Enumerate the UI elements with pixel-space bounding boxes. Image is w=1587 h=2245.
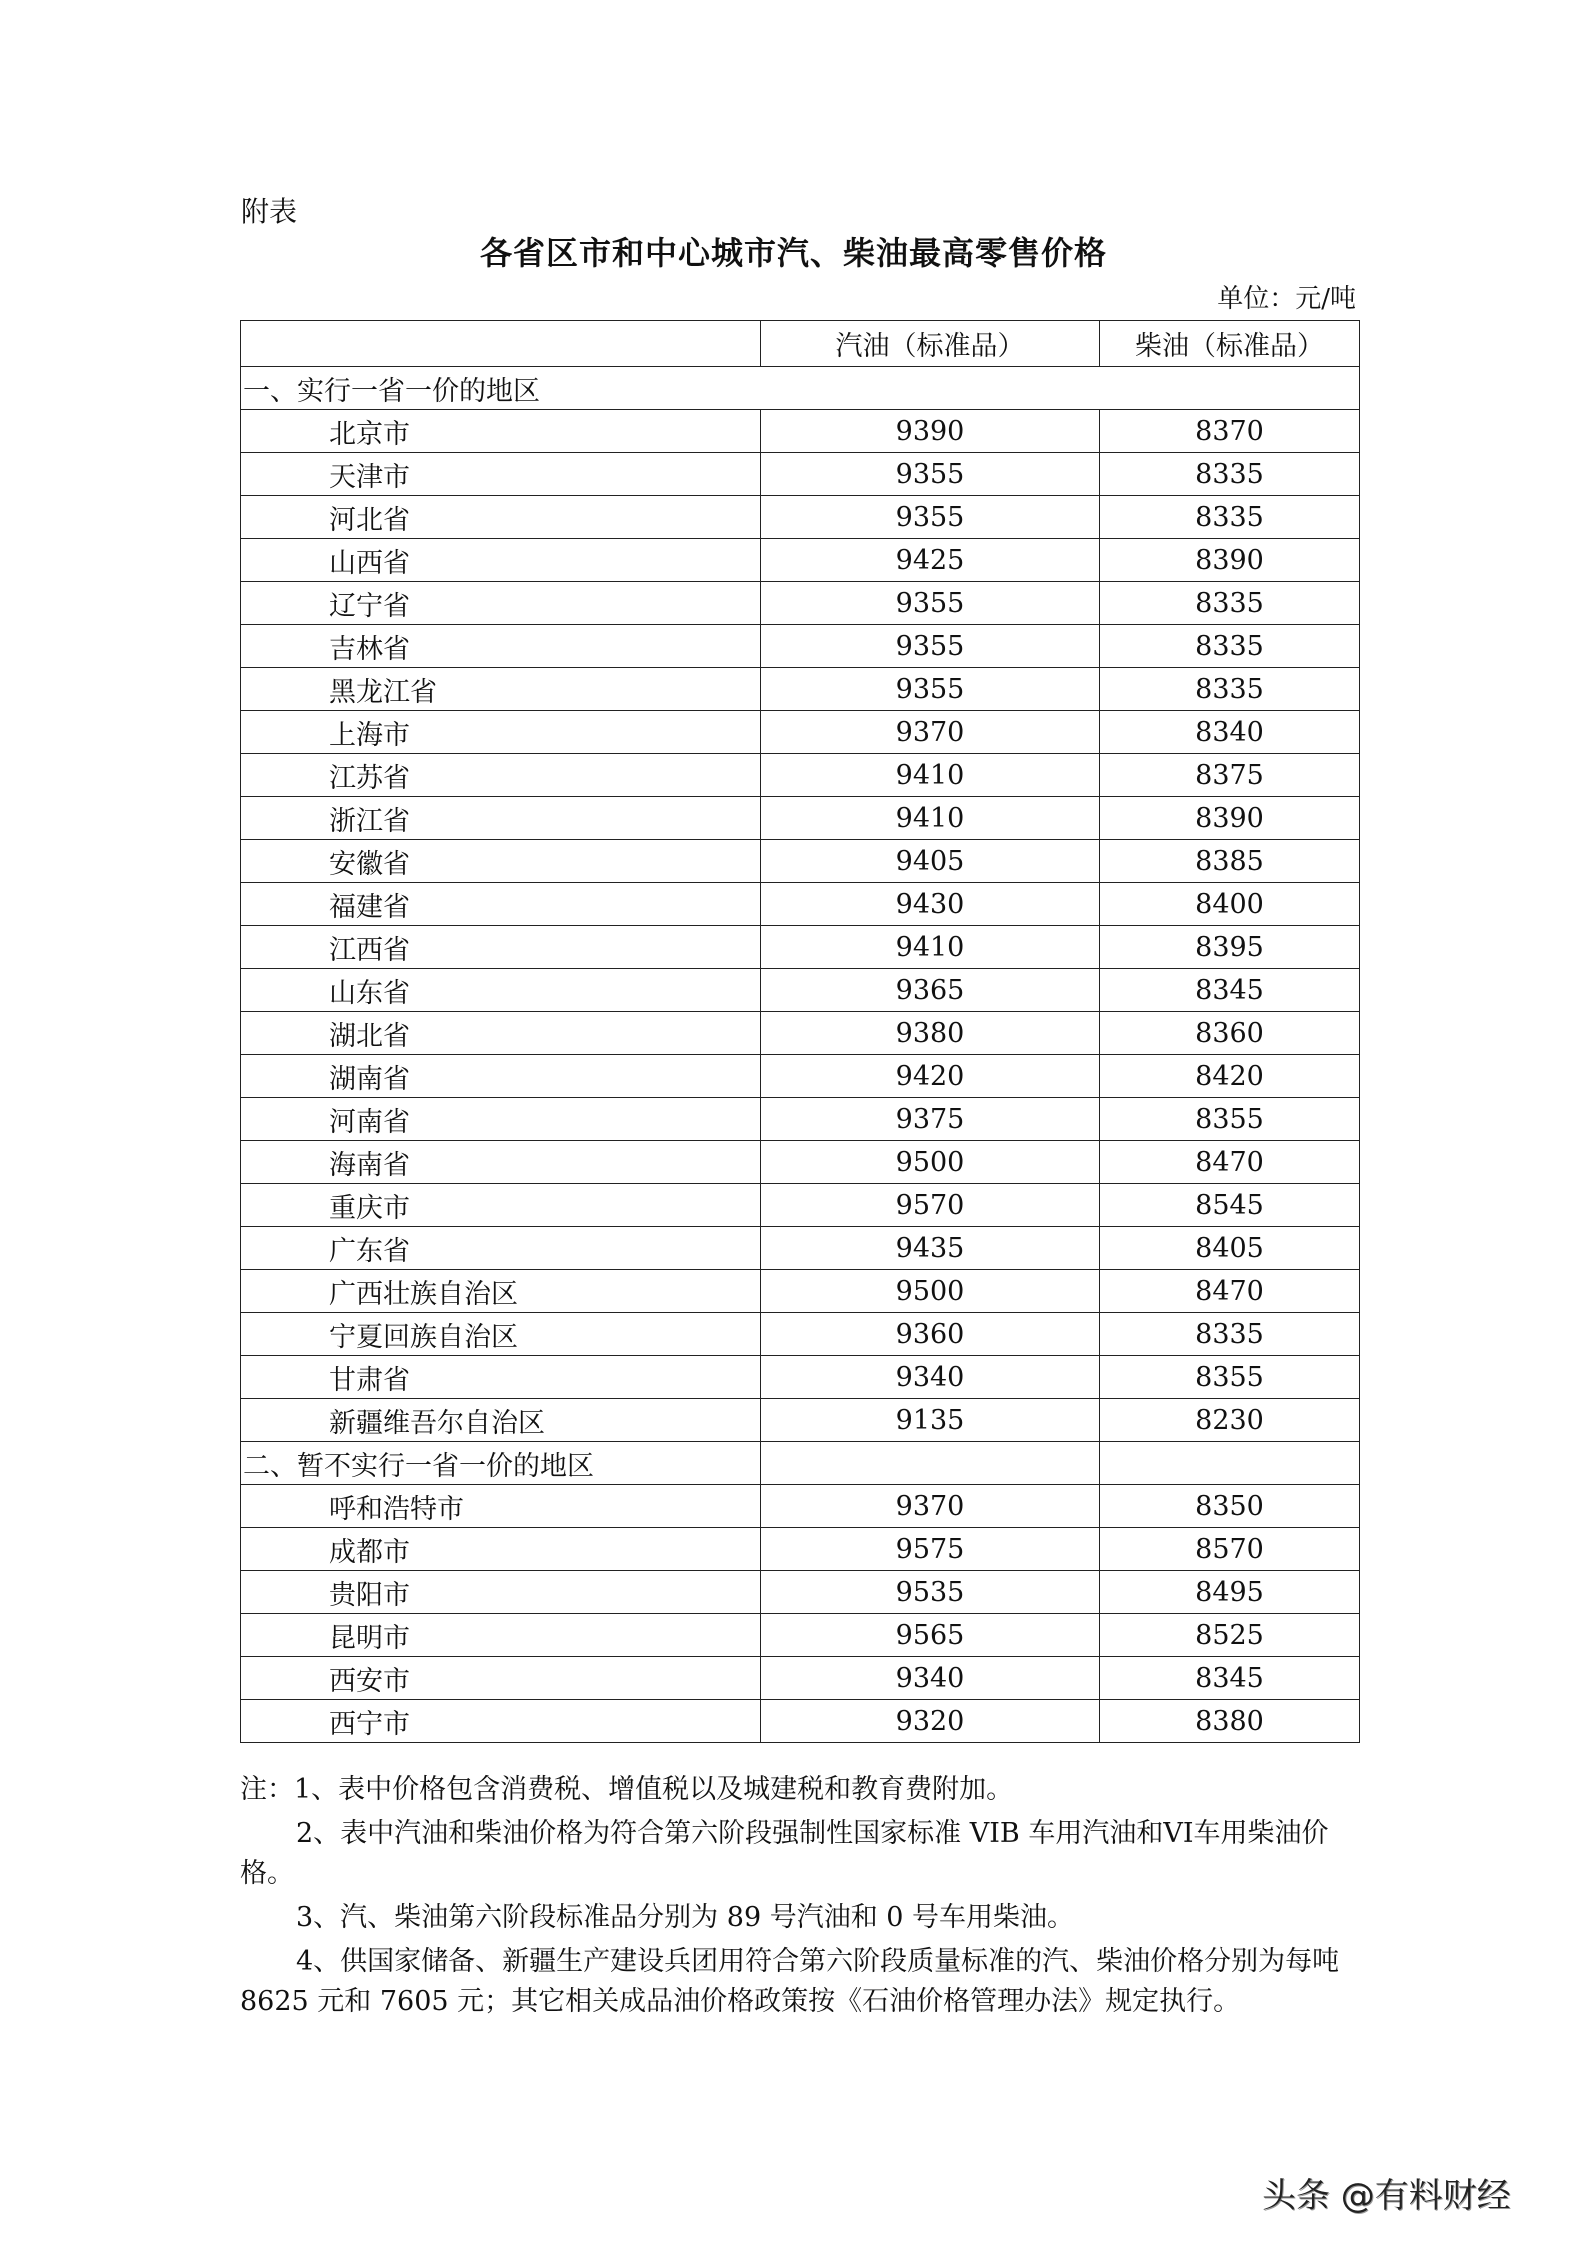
diesel-price: 8395 — [1100, 926, 1360, 969]
gasoline-price: 9410 — [761, 797, 1100, 840]
region-cell: 河南省 — [241, 1098, 761, 1141]
region-cell: 成都市 — [241, 1528, 761, 1571]
gasoline-price: 9570 — [761, 1184, 1100, 1227]
diesel-price: 8545 — [1100, 1184, 1360, 1227]
table-header-row — [241, 321, 1360, 367]
header-diesel: 柴油（标准品） — [1100, 321, 1360, 367]
section-row — [241, 367, 1360, 410]
diesel-price: 8370 — [1100, 410, 1360, 453]
table-row — [241, 840, 1360, 883]
region-cell: 西宁市 — [241, 1700, 761, 1743]
region-cell: 海南省 — [241, 1141, 761, 1184]
diesel-price: 8355 — [1100, 1098, 1360, 1141]
gasoline-price: 9535 — [761, 1571, 1100, 1614]
region-cell: 重庆市 — [241, 1184, 761, 1227]
gasoline-price: 9365 — [761, 969, 1100, 1012]
table-row — [241, 539, 1360, 582]
section-label: 一、实行一省一价的地区 — [241, 367, 1360, 410]
gasoline-price: 9575 — [761, 1528, 1100, 1571]
diesel-price: 8470 — [1100, 1141, 1360, 1184]
region-cell: 山东省 — [241, 969, 761, 1012]
diesel-price: 8335 — [1100, 582, 1360, 625]
gasoline-price: 9430 — [761, 883, 1100, 926]
diesel-price: 8335 — [1100, 453, 1360, 496]
note-1: 注：1、表中价格包含消费税、增值税以及城建税和教育费附加。 — [240, 1774, 1014, 1805]
gasoline-price: 9355 — [761, 582, 1100, 625]
price-table — [240, 320, 1360, 1743]
diesel-price: 8525 — [1100, 1614, 1360, 1657]
empty-cell — [761, 1442, 1100, 1485]
region-cell: 安徽省 — [241, 840, 761, 883]
diesel-price: 8390 — [1100, 539, 1360, 582]
notes — [240, 1770, 1360, 2026]
diesel-price: 8335 — [1100, 496, 1360, 539]
table-row — [241, 1399, 1360, 1442]
table-row — [241, 1098, 1360, 1141]
gasoline-price: 9340 — [761, 1657, 1100, 1700]
region-cell: 广西壮族自治区 — [241, 1270, 761, 1313]
region-cell: 山西省 — [241, 539, 761, 582]
table-row — [241, 883, 1360, 926]
gasoline-price: 9380 — [761, 1012, 1100, 1055]
gasoline-price: 9370 — [761, 711, 1100, 754]
appendix-label: 附表 — [241, 195, 298, 228]
gasoline-price: 9355 — [761, 453, 1100, 496]
note-3: 3、汽、柴油第六阶段标准品分别为 89 号汽油和 0 号车用柴油。 — [296, 1902, 1075, 1933]
region-cell: 呼和浩特市 — [241, 1485, 761, 1528]
diesel-price: 8385 — [1100, 840, 1360, 883]
gasoline-price: 9500 — [761, 1141, 1100, 1184]
gasoline-price: 9360 — [761, 1313, 1100, 1356]
region-cell: 福建省 — [241, 883, 761, 926]
diesel-price: 8340 — [1100, 711, 1360, 754]
gasoline-price: 9420 — [761, 1055, 1100, 1098]
section-label: 二、暂不实行一省一价的地区 — [241, 1442, 761, 1485]
diesel-price: 8355 — [1100, 1356, 1360, 1399]
region-cell: 辽宁省 — [241, 582, 761, 625]
region-cell: 江苏省 — [241, 754, 761, 797]
gasoline-price: 9375 — [761, 1098, 1100, 1141]
region-cell: 浙江省 — [241, 797, 761, 840]
region-cell: 宁夏回族自治区 — [241, 1313, 761, 1356]
gasoline-price: 9435 — [761, 1227, 1100, 1270]
header-region — [241, 321, 761, 367]
watermark: 头条 @有料财经 — [1262, 2176, 1511, 2216]
diesel-price: 8335 — [1100, 668, 1360, 711]
diesel-price: 8420 — [1100, 1055, 1360, 1098]
table-row — [241, 711, 1360, 754]
region-cell: 河北省 — [241, 496, 761, 539]
unit-label: 单位：元/吨 — [1217, 284, 1356, 314]
gasoline-price: 9135 — [761, 1399, 1100, 1442]
table-row — [241, 1227, 1360, 1270]
table-row — [241, 1485, 1360, 1528]
region-cell: 新疆维吾尔自治区 — [241, 1399, 761, 1442]
region-cell: 湖北省 — [241, 1012, 761, 1055]
table-row — [241, 1141, 1360, 1184]
note-2: 2、表中汽油和柴油价格为符合第六阶段强制性国家标准 VIB 车用汽油和VI车用柴油价格。 — [240, 1818, 1329, 1889]
region-cell: 江西省 — [241, 926, 761, 969]
table-row — [241, 1356, 1360, 1399]
gasoline-price: 9410 — [761, 926, 1100, 969]
diesel-price: 8360 — [1100, 1012, 1360, 1055]
diesel-price: 8230 — [1100, 1399, 1360, 1442]
gasoline-price: 9340 — [761, 1356, 1100, 1399]
gasoline-price: 9390 — [761, 410, 1100, 453]
gasoline-price: 9405 — [761, 840, 1100, 883]
table-row — [241, 1571, 1360, 1614]
diesel-price: 8345 — [1100, 1657, 1360, 1700]
diesel-price: 8345 — [1100, 969, 1360, 1012]
diesel-price: 8390 — [1100, 797, 1360, 840]
page-title: 各省区市和中心城市汽、柴油最高零售价格 — [479, 234, 1107, 272]
gasoline-price: 9320 — [761, 1700, 1100, 1743]
diesel-price: 8400 — [1100, 883, 1360, 926]
price-table-body — [241, 321, 1360, 1743]
diesel-price: 8495 — [1100, 1571, 1360, 1614]
table-row — [241, 797, 1360, 840]
region-cell: 黑龙江省 — [241, 668, 761, 711]
region-cell: 昆明市 — [241, 1614, 761, 1657]
table-row — [241, 1313, 1360, 1356]
gasoline-price: 9500 — [761, 1270, 1100, 1313]
table-row — [241, 668, 1360, 711]
diesel-price: 8570 — [1100, 1528, 1360, 1571]
gasoline-price: 9355 — [761, 496, 1100, 539]
region-cell: 上海市 — [241, 711, 761, 754]
table-row — [241, 625, 1360, 668]
empty-cell — [1100, 1442, 1360, 1485]
region-cell: 北京市 — [241, 410, 761, 453]
diesel-price: 8380 — [1100, 1700, 1360, 1743]
diesel-price: 8350 — [1100, 1485, 1360, 1528]
note-4: 4、供国家储备、新疆生产建设兵团用符合第六阶段质量标准的汽、柴油价格分别为每吨 8625 元和 7605 元；其它相关成品油价格政策按《石油价格管理办法》规定执行。 — [240, 1946, 1340, 2017]
diesel-price: 8375 — [1100, 754, 1360, 797]
table-row — [241, 1055, 1360, 1098]
table-row — [241, 410, 1360, 453]
table-row — [241, 582, 1360, 625]
gasoline-price: 9565 — [761, 1614, 1100, 1657]
region-cell: 吉林省 — [241, 625, 761, 668]
region-cell: 贵阳市 — [241, 1571, 761, 1614]
gasoline-price: 9410 — [761, 754, 1100, 797]
gasoline-price: 9370 — [761, 1485, 1100, 1528]
diesel-price: 8335 — [1100, 1313, 1360, 1356]
header-gasoline: 汽油（标准品） — [761, 321, 1100, 367]
section-row — [241, 1442, 1360, 1485]
table-row — [241, 926, 1360, 969]
table-row — [241, 453, 1360, 496]
table-row — [241, 754, 1360, 797]
diesel-price: 8470 — [1100, 1270, 1360, 1313]
region-cell: 天津市 — [241, 453, 761, 496]
table-row — [241, 1700, 1360, 1743]
table-row — [241, 1184, 1360, 1227]
table-row — [241, 1614, 1360, 1657]
diesel-price: 8405 — [1100, 1227, 1360, 1270]
region-cell: 甘肃省 — [241, 1356, 761, 1399]
table-row — [241, 1270, 1360, 1313]
gasoline-price: 9355 — [761, 668, 1100, 711]
table-row — [241, 1528, 1360, 1571]
gasoline-price: 9425 — [761, 539, 1100, 582]
region-cell: 湖南省 — [241, 1055, 761, 1098]
table-row — [241, 1657, 1360, 1700]
gasoline-price: 9355 — [761, 625, 1100, 668]
diesel-price: 8335 — [1100, 625, 1360, 668]
region-cell: 西安市 — [241, 1657, 761, 1700]
region-cell: 广东省 — [241, 1227, 761, 1270]
table-row — [241, 1012, 1360, 1055]
table-row — [241, 496, 1360, 539]
table-row — [241, 969, 1360, 1012]
